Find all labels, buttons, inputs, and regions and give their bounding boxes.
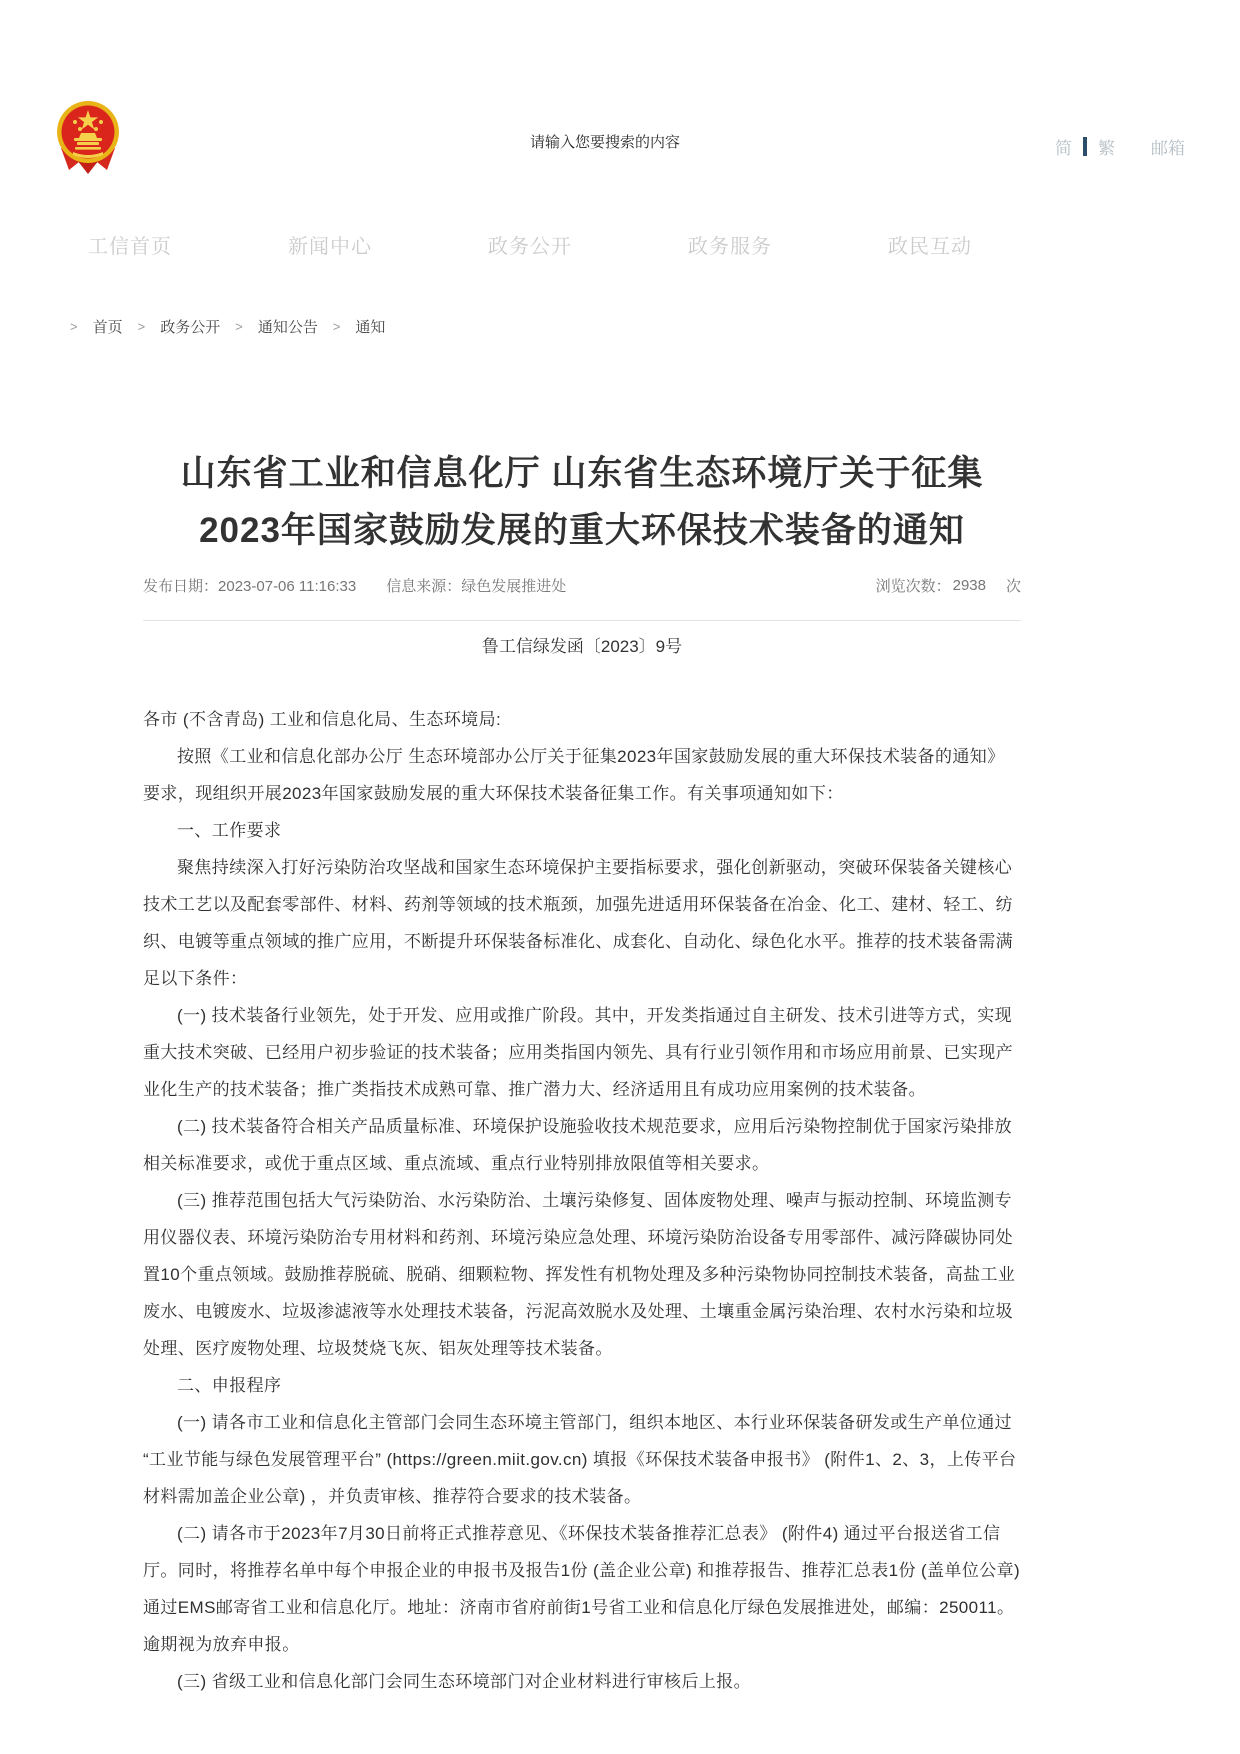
body-paragraph: (一) 请各市工业和信息化主管部门会同生态环境主管部门，组织本地区、本行业环保装备研发或生产单位通过 “工业节能与绿色发展管理平台” (https://green.miit.gov.cn) 填报《环保技术装备申报书》 (附件1、2、3，上传平台材料需加盖企业公章) ，并负责审核、推荐符合要求的技术装备。 bbox=[143, 1413, 1017, 1506]
breadcrumb-link[interactable]: 通知公告 bbox=[257, 319, 318, 336]
body-paragraph: (一) 技术装备行业领先，处于开发、应用或推广阶段。其中，开发类指通过自主研发、技术引进等方式，实现重大技术突破、已经用户初步验证的技术装备；应用类指国内领先、具有行业引领作用和市场应用前景、已实现产业化生产的技术装备；推广类指技术成熟可靠、推广潜力大、经济适用且有成功应用案例的技术装备。 bbox=[143, 1006, 1013, 1099]
view-count-value: 2938 bbox=[952, 577, 986, 594]
breadcrumb-separator: > bbox=[70, 319, 78, 334]
national-emblem-logo[interactable] bbox=[55, 98, 121, 176]
meta-divider bbox=[143, 620, 1021, 621]
nav-item[interactable]: 政务公开 bbox=[488, 236, 572, 258]
breadcrumb-link[interactable]: 通知 bbox=[355, 319, 386, 336]
emblem-icon bbox=[55, 98, 121, 176]
nav-item[interactable]: 工信首页 bbox=[88, 236, 172, 258]
page-title-line1: 山东省工业和信息化厅 山东省生态环境厅关于征集 bbox=[180, 454, 984, 493]
body-paragraph: 各市 (不含青岛) 工业和信息化局、生态环境局: bbox=[143, 710, 502, 729]
breadcrumb-segment bbox=[220, 316, 318, 337]
body-paragraph: (三) 推荐范围包括大气污染防治、水污染防治、土壤污染修复、固体废物处理、噪声与振动控制、环境监测专用仪器仪表、环境污染防治专用材料和药剂、环境污染应急处理、环境污染防治设备专用零部件、减污降碳协同处置10个重点领域。鼓励推荐脱硫、脱硝、细颗粒物、挥发性有机物处理及多种污染物协同控制技术装备，高盐工业废水、电镀废水、垃圾渗滤液等水处理技术装备，污泥高效脱水及处理、土壤重金属污染治理、农村水污染和垃圾处理、医疗废物处理、垃圾焚烧飞灰、铝灰处理等技术装备。 bbox=[143, 1191, 1016, 1358]
article bbox=[143, 445, 1021, 1700]
body-paragraph: 二、申报程序 bbox=[177, 1376, 282, 1395]
body-paragraph: 按照《工业和信息化部办公厅 生态环境部办公厅关于征集2023年国家鼓励发展的重大环保技术装备的通知》要求，现组织开展2023年国家鼓励发展的重大环保技术装备征集工作。有关事项通知如下： bbox=[143, 747, 1005, 803]
breadcrumb-separator: > bbox=[235, 319, 243, 334]
info-source: 信息来源：绿色发展推进处 bbox=[386, 578, 567, 595]
search-input[interactable] bbox=[530, 126, 830, 158]
breadcrumb-segment bbox=[123, 316, 221, 337]
breadcrumb-link[interactable]: 首页 bbox=[92, 319, 123, 336]
breadcrumb-link[interactable]: 政务公开 bbox=[160, 319, 221, 336]
breadcrumb-segment bbox=[55, 316, 123, 337]
publish-date: 发布日期：2023-07-06 11:16:33 bbox=[143, 578, 357, 595]
nav-item[interactable]: 政务服务 bbox=[688, 236, 772, 258]
lang-divider bbox=[1083, 137, 1087, 156]
page-title-line2: 2023年国家鼓励发展的重大环保技术装备的通知 bbox=[199, 511, 965, 550]
body-paragraph: (二) 请各市于2023年7月30日前将正式推荐意见、《环保技术装备推荐汇总表》 (附件4) 通过平台报送省工信厅。同时，将推荐名单中每个申报企业的申报书及报告1份 (盖企业公章) 和推荐报告、推荐汇总表1份 (盖单位公章) 通过EMS邮寄省工业和信息化厅。地址：济南市省府前街1号省工业和信息化厅绿色发展推进处，邮编：250011。逾期视为放弃申报。 bbox=[143, 1524, 1021, 1654]
view-count: 浏览次数： 2938 次 bbox=[875, 577, 1021, 595]
nav-item[interactable]: 政民互动 bbox=[888, 236, 972, 258]
body-paragraph: (三) 省级工业和信息化部门会同生态环境部门对企业材料进行审核后上报。 bbox=[177, 1672, 752, 1691]
body-paragraph: 聚焦持续深入打好污染防治攻坚战和国家生态环境保护主要指标要求，强化创新驱动，突破环保装备关键核心技术工艺以及配套零部件、材料、药剂等领域的技术瓶颈，加强先进适用环保装备在冶金、化工、建材、轻工、纺织、电镀等重点领域的推广应用，不断提升环保装备标准化、成套化、自动化、绿色化水平。推荐的技术装备需满足以下条件： bbox=[143, 858, 1013, 988]
document-number: 鲁工信绿发函〔2023〕9号 bbox=[481, 637, 683, 656]
page-title bbox=[143, 445, 1021, 559]
lang-simplified-link[interactable]: 简 bbox=[1055, 139, 1072, 158]
mailbox-link[interactable]: 邮箱 bbox=[1151, 139, 1185, 158]
body-paragraph: (二) 技术装备符合相关产品质量标准、环境保护设施验收技术规范要求，应用后污染物控制优于国家污染排放相关标准要求，或优于重点区域、重点流域、重点行业特别排放限值等相关要求。 bbox=[143, 1117, 1013, 1173]
article-body bbox=[143, 701, 1021, 1700]
nav-item[interactable]: 新闻中心 bbox=[288, 236, 372, 258]
utility-links bbox=[1055, 134, 1185, 159]
breadcrumb bbox=[55, 316, 385, 337]
breadcrumb-separator: > bbox=[137, 319, 146, 334]
breadcrumb-separator: > bbox=[332, 319, 341, 334]
article-meta bbox=[143, 575, 1021, 596]
body-paragraph: 一、工作要求 bbox=[177, 821, 282, 840]
main-nav bbox=[88, 230, 972, 259]
lang-traditional-link[interactable]: 繁 bbox=[1098, 139, 1115, 158]
breadcrumb-segment bbox=[318, 316, 386, 337]
